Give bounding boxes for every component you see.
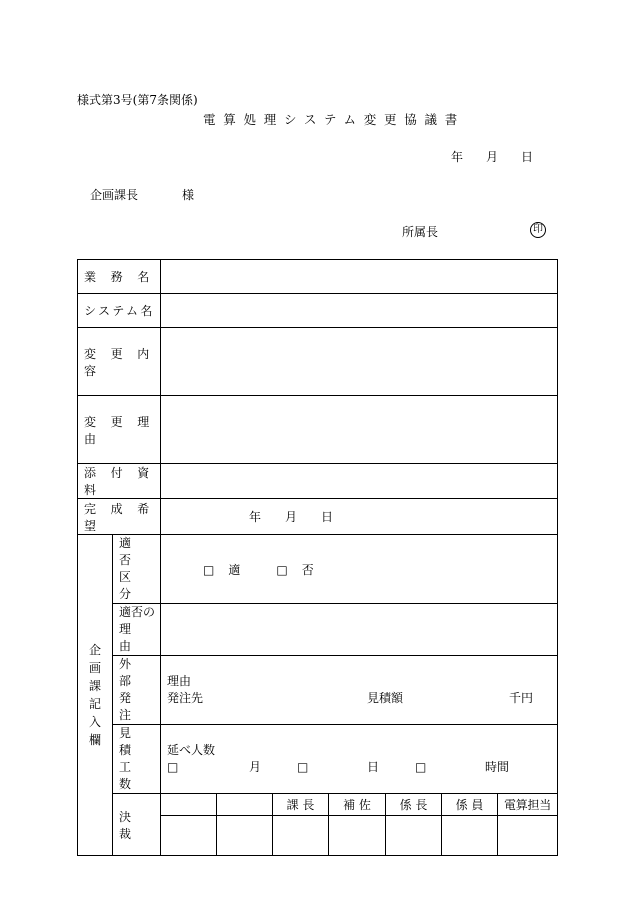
approval-stamp-computing[interactable] xyxy=(498,816,558,856)
reason-label: 適否の 理 由 xyxy=(113,604,161,656)
business-name-field[interactable] xyxy=(161,260,558,294)
completion-year: 年 xyxy=(249,510,262,524)
planning-side-label: 企 画 課 記 入 欄 xyxy=(78,535,113,856)
hours-checkbox[interactable]: □ xyxy=(415,760,427,774)
row-label-attachments: 添 付 資 料 xyxy=(78,464,161,499)
suitable-label: 適 xyxy=(228,562,241,577)
form-number: 様式第3号(第7条関係) xyxy=(77,93,198,107)
approval-header-blank-2 xyxy=(217,794,273,816)
addressee: 企画課長 xyxy=(90,188,139,202)
months-unit: 月 xyxy=(249,760,262,774)
attachments-field[interactable] xyxy=(161,464,558,499)
row-label-completion-wish: 完 成 希 望 xyxy=(78,499,161,535)
approval-stamp-section-chief[interactable] xyxy=(273,816,329,856)
approval-stamp-2[interactable] xyxy=(217,816,273,856)
estimate-effort-label: 見 積 工 数 xyxy=(113,725,161,794)
completion-date-field[interactable] xyxy=(161,499,558,535)
document-title: 電算処理システム変更協議書 xyxy=(203,112,466,127)
approval-header-blank-1 xyxy=(161,794,217,816)
not-suitable-label: 否 xyxy=(301,562,314,577)
approval-label: 決 裁 xyxy=(113,794,161,856)
external-vendor: 発注先 xyxy=(167,691,204,705)
person-days-label: 延べ人数 xyxy=(167,743,216,757)
suitability-reason-field[interactable] xyxy=(161,604,558,656)
approval-stamp-subsection-chief[interactable] xyxy=(386,816,442,856)
days-checkbox[interactable]: □ xyxy=(297,760,309,774)
suitability-field xyxy=(161,535,558,604)
approval-stamp-1[interactable] xyxy=(161,816,217,856)
approval-col-staff: 係 員 xyxy=(442,794,498,816)
date-year: 年 xyxy=(451,150,464,164)
approval-col-computing: 電算担当 xyxy=(498,794,558,816)
row-label-business-name: 業 務 名 xyxy=(78,260,161,294)
completion-month: 月 xyxy=(285,510,298,524)
change-content-field[interactable] xyxy=(161,328,558,396)
external-reason: 理由 xyxy=(167,674,192,688)
days-unit: 日 xyxy=(367,760,380,774)
date-day: 日 xyxy=(521,150,534,164)
external-order-label: 外 部 発 注 xyxy=(113,656,161,725)
approval-stamp-assistant[interactable] xyxy=(329,816,386,856)
thousand-yen-unit: 千円 xyxy=(509,691,534,705)
change-reason-field[interactable] xyxy=(161,396,558,464)
form-table xyxy=(77,259,558,856)
sender-label: 所属長 xyxy=(402,225,439,239)
approval-col-subsection-chief: 係 長 xyxy=(386,794,442,816)
addressee-honorific: 様 xyxy=(182,188,195,202)
seal-mark: 印 xyxy=(530,222,546,238)
estimate-amount-label: 見積額 xyxy=(367,691,404,705)
row-label-change-content: 変 更 内 容 xyxy=(78,328,161,396)
external-order-field[interactable] xyxy=(161,656,558,725)
row-label-system-name: システム名 xyxy=(78,294,161,328)
system-name-field[interactable] xyxy=(161,294,558,328)
suitability-label: 適 否 区 分 xyxy=(113,535,161,604)
completion-day: 日 xyxy=(321,510,334,524)
months-checkbox[interactable]: □ xyxy=(167,760,179,774)
row-label-change-reason: 変 更 理 由 xyxy=(78,396,161,464)
approval-col-section-chief: 課 長 xyxy=(273,794,329,816)
date-month: 月 xyxy=(486,150,499,164)
suitable-checkbox[interactable]: □ xyxy=(203,562,215,577)
approval-col-assistant: 補 佐 xyxy=(329,794,386,816)
approval-stamp-staff[interactable] xyxy=(442,816,498,856)
not-suitable-checkbox[interactable]: □ xyxy=(276,562,288,577)
estimate-effort-field[interactable] xyxy=(161,725,558,794)
hours-unit: 時間 xyxy=(485,760,510,774)
